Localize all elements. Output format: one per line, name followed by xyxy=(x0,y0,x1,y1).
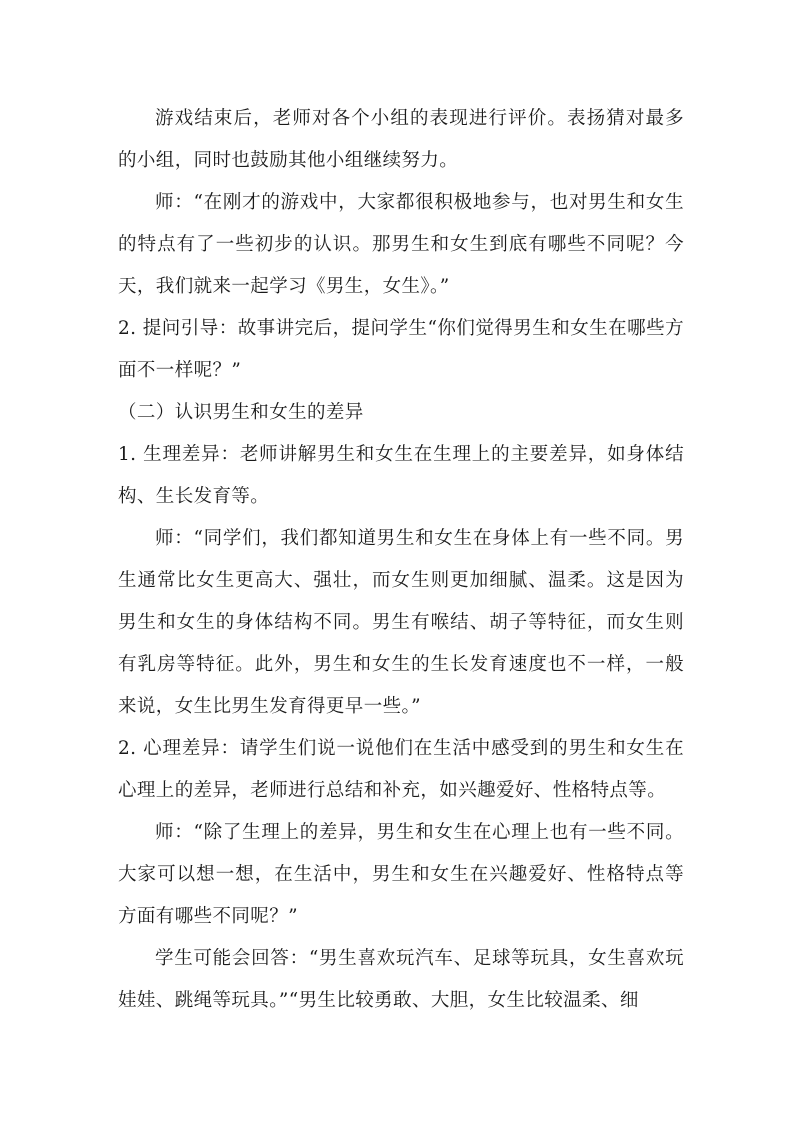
paragraph-student-answers: 学生可能会回答：“男生喜欢玩汽车、足球等玩具，女生喜欢玩娃娃、跳绳等玩具。”“男生比较勇敢、大胆，女生比较温柔、细 xyxy=(118,948,684,1011)
paragraph-teacher-intro: 师：“在刚才的游戏中，大家都很积极地参与，也对男生和女生的特点有了一些初步的认识。那男生和女生到底有哪些不同呢？今天，我们就来一起学习《男生，女生》。” xyxy=(118,192,684,297)
paragraph-teacher-psychology: 师：“除了生理上的差异，男生和女生在心理上也有一些不同。大家可以想一想，在生活中，男生和女生在兴趣爱好、性格特点等方面有哪些不同呢？” xyxy=(118,822,684,927)
section-heading-differences: （二）认识男生和女生的差异 xyxy=(118,402,364,423)
paragraph-teacher-physiology: 师：“同学们，我们都知道男生和女生在身体上有一些不同。男生通常比女生更高大、强壮，而女生则更加细腻、温柔。这是因为男生和女生的身体结构不同。男生有喉结、胡子等特征，而女生则有乳房等特征。此外，男生和女生的生长发育速度也不一样，一般来说，女生比男生发育得更早一些。” xyxy=(118,528,684,717)
paragraph-question-guide: 2. 提问引导：故事讲完后，提问学生“你们觉得男生和女生在哪些方面不一样呢？” xyxy=(118,318,684,381)
paragraph-physiological-differences: 1. 生理差异：老师讲解男生和女生在生理上的主要差异，如身体结构、生长发育等。 xyxy=(118,444,684,507)
paragraph-psychological-differences: 2. 心理差异：请学生们说一说他们在生活中感受到的男生和女生在心理上的差异，老师进行总结和补充，如兴趣爱好、性格特点等。 xyxy=(118,738,684,801)
paragraph-game-evaluation: 游戏结束后，老师对各个小组的表现进行评价。表扬猜对最多的小组，同时也鼓励其他小组继续努力。 xyxy=(118,108,684,171)
